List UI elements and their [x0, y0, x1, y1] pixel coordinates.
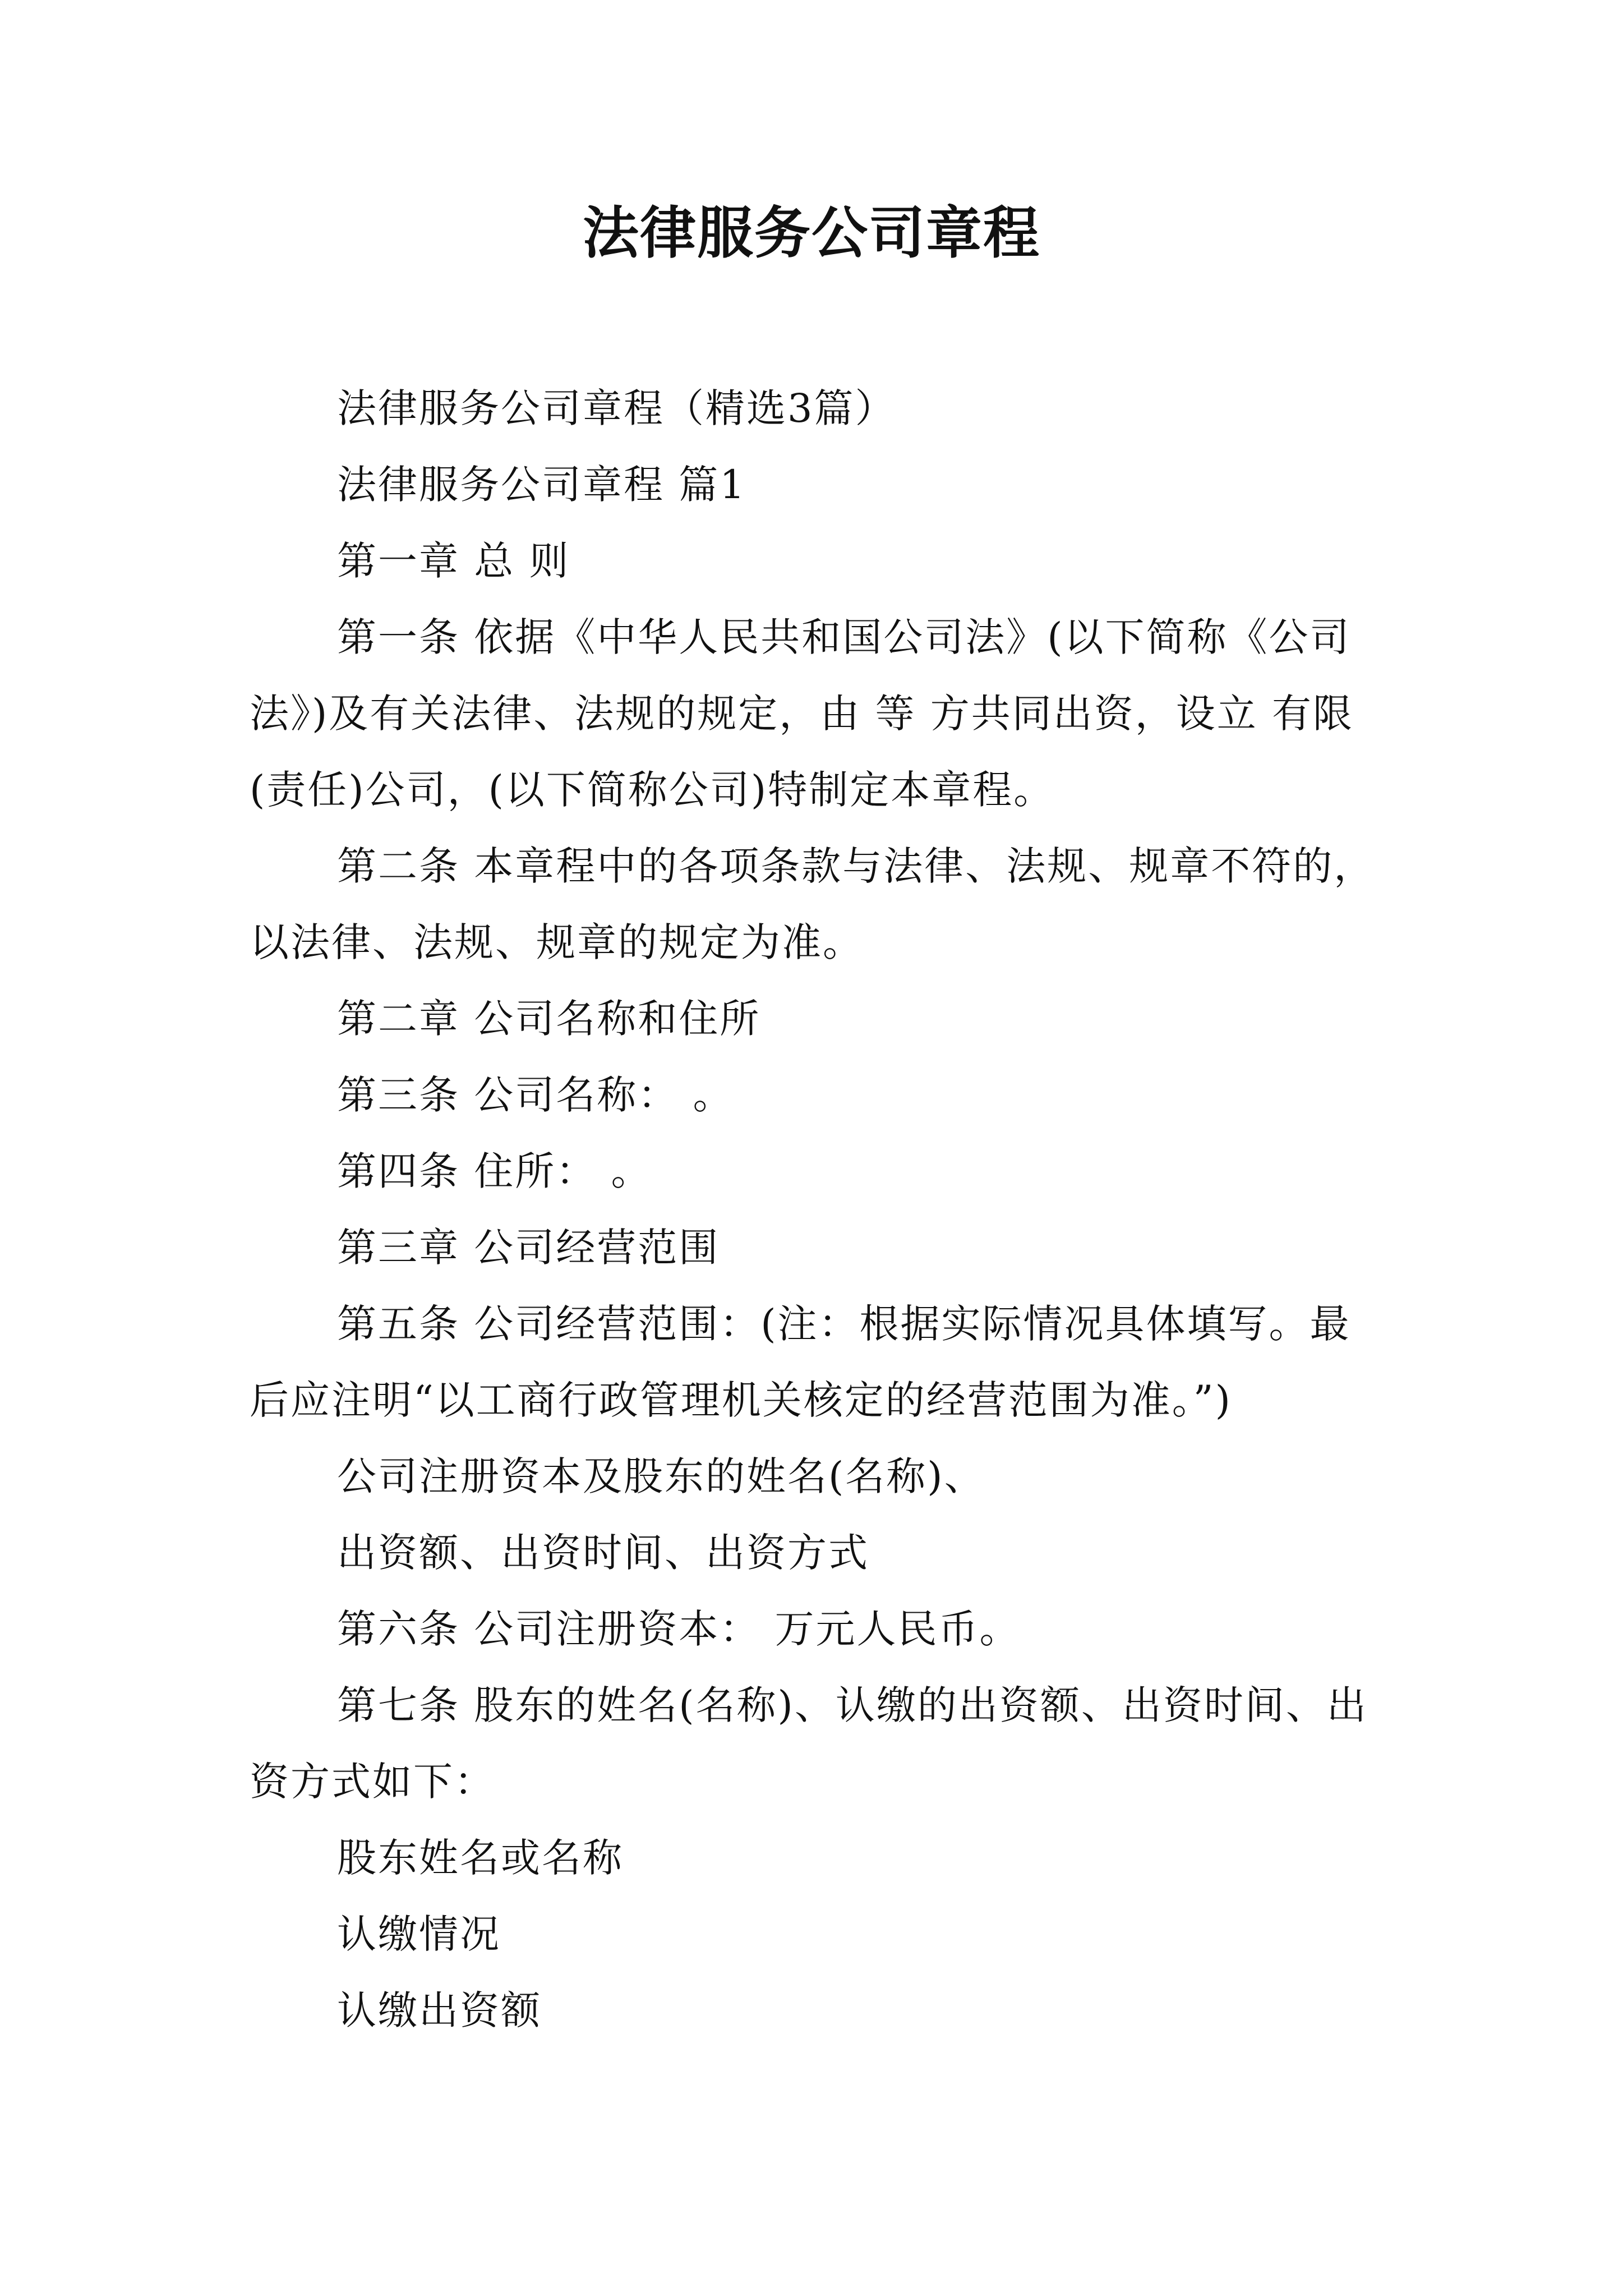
document-body [250, 370, 1382, 2049]
table-header-subscription: 认缴情况 [337, 1911, 501, 1957]
article-1: 第一条 依据《中华人民共和国公司法》(以下简称《公司法》)及有关法律、法规的规定，由 等 方共同出资，设立 有限(责任)公司，(以下简称公司)特制定本章程。 [250, 614, 1354, 813]
article-4: 第四条 住所： 。 [337, 1148, 652, 1194]
article-6: 第六条 公司注册资本： 万元人民币。 [337, 1606, 1021, 1652]
document-title: 法律服务公司章程 [583, 200, 1040, 266]
capital-heading-line-1: 公司注册资本及股东的姓名(名称)、 [337, 1453, 985, 1499]
capital-heading-line-2: 出资额、出资时间、出资方式 [337, 1530, 869, 1576]
article-7: 第七条 股东的姓名(名称)、认缴的出资额、出资时间、出资方式如下： [250, 1682, 1368, 1805]
chapter-1-heading: 第一章 总 则 [337, 538, 570, 584]
paragraph-heading-selection: 法律服务公司章程（精选3篇） [337, 385, 896, 431]
table-header-shareholder: 股东姓名或名称 [337, 1835, 624, 1881]
chapter-2-heading: 第二章 公司名称和住所 [337, 996, 761, 1042]
table-header-amount: 认缴出资额 [337, 1987, 542, 2033]
article-3: 第三条 公司名称： 。 [337, 1072, 734, 1118]
chapter-3-heading: 第三章 公司经营范围 [337, 1225, 720, 1271]
article-2: 第二条 本章程中的各项条款与法律、法规、规章不符的，以法律、法规、规章的规定为准。 [250, 843, 1375, 965]
paragraph-section-title: 法律服务公司章程 篇1 [337, 462, 746, 508]
article-5: 第五条 公司经营范围：(注：根据实际情况具体填写。最后应注明“以工商行政管理机关核定的经营范围为准。”) [250, 1301, 1351, 1423]
